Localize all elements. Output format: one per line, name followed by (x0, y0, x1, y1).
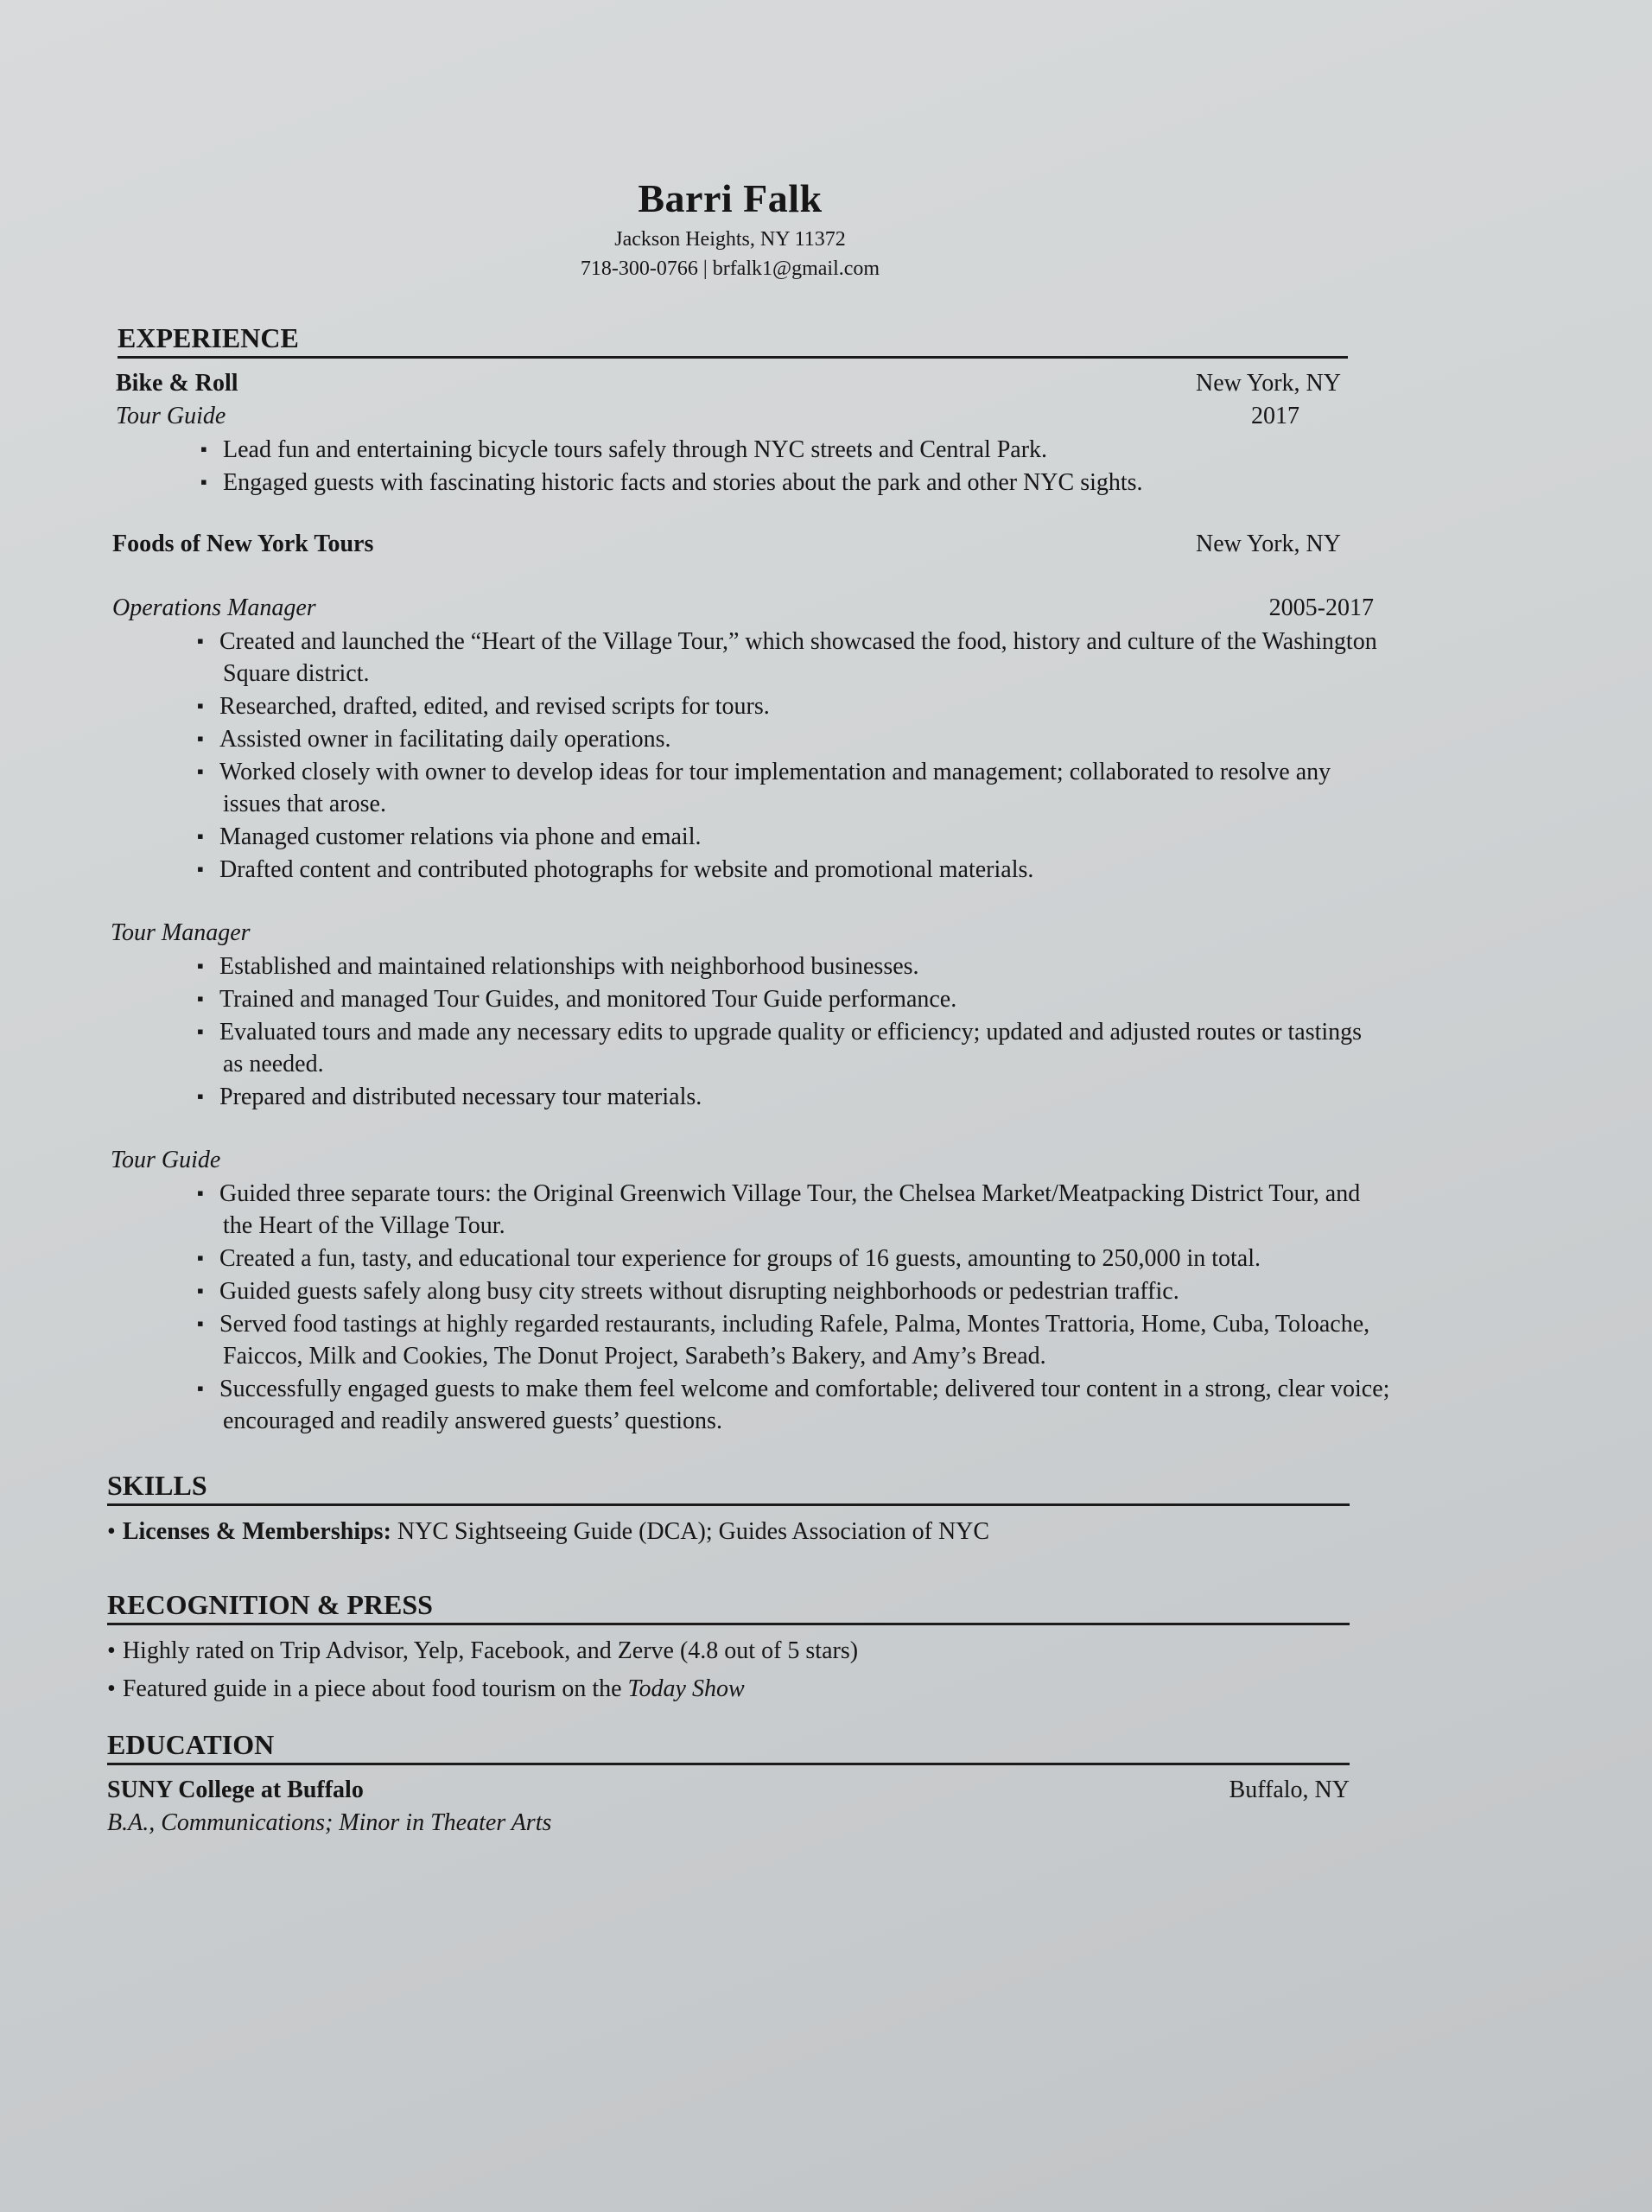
list-item: ▪ Lead fun and entertaining bicycle tours safely through NYC streets and Central Park. (200, 433, 1348, 466)
bullet-list (107, 1177, 1391, 1437)
job-header (107, 528, 1348, 561)
candidate-name: Barri Falk (638, 176, 823, 220)
list-item: ▪ Managed customer relations via phone and email. (197, 820, 1382, 853)
role-title: Operations Manager (112, 594, 316, 621)
skills-section (107, 1469, 1350, 1551)
list-item: ▪ Served food tastings at highly regarded restaurants, including Rafele, Palma, Montes Trattoria, Home, Cuba, Toloache, Faiccos, Milk and Cookies, The Donut Project, Sarabeth’s Bakery, and Amy’s Bread. (197, 1307, 1391, 1372)
skills-list (107, 1513, 1350, 1551)
contact-info: 718-300-0766 | brfalk1@gmail.com (580, 257, 880, 280)
list-item: ▪ Worked closely with owner to develop ideas for tour implementation and management; collaborated to resolve any issues that arose. (197, 755, 1382, 820)
list-item: ▪ Prepared and distributed necessary tour materials. (197, 1080, 1382, 1113)
role-title: Tour Manager (111, 919, 251, 946)
role-header (107, 917, 1348, 950)
list-item: ▪ Researched, drafted, edited, and revised scripts for tours. (197, 690, 1382, 722)
press-text: Featured guide in a piece about food tourism on the (122, 1675, 628, 1702)
list-item: ▪ Established and maintained relationships with neighborhood businesses. (197, 950, 1382, 982)
list-item: ▪ Evaluated tours and made any necessary edits to upgrade quality or efficiency; updated and adjusted routes or tastings as needed. (197, 1015, 1382, 1080)
experience-section (107, 321, 1390, 1437)
job-org: Foods of New York Tours (112, 531, 374, 557)
role-header (107, 592, 1374, 625)
education-header (107, 1774, 1350, 1807)
skills-label: Licenses & Memberships: (122, 1518, 391, 1545)
school-location: Buffalo, NY (1229, 1777, 1350, 1803)
role-dates: 2005-2017 (1268, 594, 1374, 621)
bullet-list (107, 625, 1382, 886)
bullet-list (107, 950, 1382, 1113)
section-title-experience: EXPERIENCE (118, 321, 1348, 359)
role-title: Tour Guide (116, 403, 226, 429)
list-item: ▪ Drafted content and contributed photographs for website and promotional materials. (197, 853, 1382, 886)
job-location: New York, NY (1195, 370, 1341, 397)
degree: B.A., Communications; Minor in Theater Arts (107, 1809, 552, 1836)
recognition-section (107, 1588, 1350, 1708)
role-title: Tour Guide (111, 1147, 221, 1173)
list-item (107, 1513, 1350, 1551)
section-title-education: EDUCATION (107, 1728, 1350, 1765)
job-location: New York, NY (1195, 531, 1341, 557)
list-item: ▪ Created a fun, tasty, and educational tour experience for groups of 16 guests, amounting to 250,000 in total. (197, 1242, 1391, 1274)
recognition-list (107, 1632, 1350, 1708)
education-section (107, 1728, 1350, 1840)
list-item: ▪ Trained and managed Tour Guides, and monitored Tour Guide performance. (197, 982, 1382, 1015)
role-dates: 2017 (1251, 403, 1299, 429)
degree-row (107, 1807, 1350, 1840)
list-item (107, 1670, 1350, 1708)
list-item: ▪ Engaged guests with fascinating historic facts and stories about the park and other NYC sights. (200, 466, 1348, 499)
job-org: Bike & Roll (116, 370, 238, 397)
section-title-skills: SKILLS (107, 1469, 1350, 1506)
resume-header (0, 173, 1460, 283)
list-item: ▪ Guided three separate tours: the Original Greenwich Village Tour, the Chelsea Market/Meatpacking District Tour, and the Heart of the Village Tour. (197, 1177, 1391, 1242)
role-header (107, 1144, 1348, 1177)
list-item: ▪ Assisted owner in facilitating daily operations. (197, 722, 1382, 755)
list-item: ▪ Successfully engaged guests to make them feel welcome and comfortable; delivered tour content in a strong, clear voice; encouraged and readily answered guests’ questions. (197, 1372, 1391, 1437)
list-item: • Highly rated on Trip Advisor, Yelp, Facebook, and Zerve (4.8 out of 5 stars) (107, 1632, 1350, 1670)
address: Jackson Heights, NY 11372 (614, 228, 846, 251)
bullet-list (107, 433, 1348, 499)
school-name: SUNY College at Buffalo (107, 1777, 364, 1803)
skills-text: NYC Sightseeing Guide (DCA); Guides Association of NYC (391, 1518, 990, 1545)
role-header (107, 400, 1348, 433)
press-show: Today Show (627, 1675, 745, 1702)
section-title-recognition: RECOGNITION & PRESS (107, 1588, 1350, 1625)
job-header (107, 367, 1348, 400)
list-item: ▪ Created and launched the “Heart of the Village Tour,” which showcased the food, history and culture of the Washington Square district. (197, 625, 1382, 690)
list-item: ▪ Guided guests safely along busy city streets without disrupting neighborhoods or pedestrian traffic. (197, 1274, 1391, 1307)
